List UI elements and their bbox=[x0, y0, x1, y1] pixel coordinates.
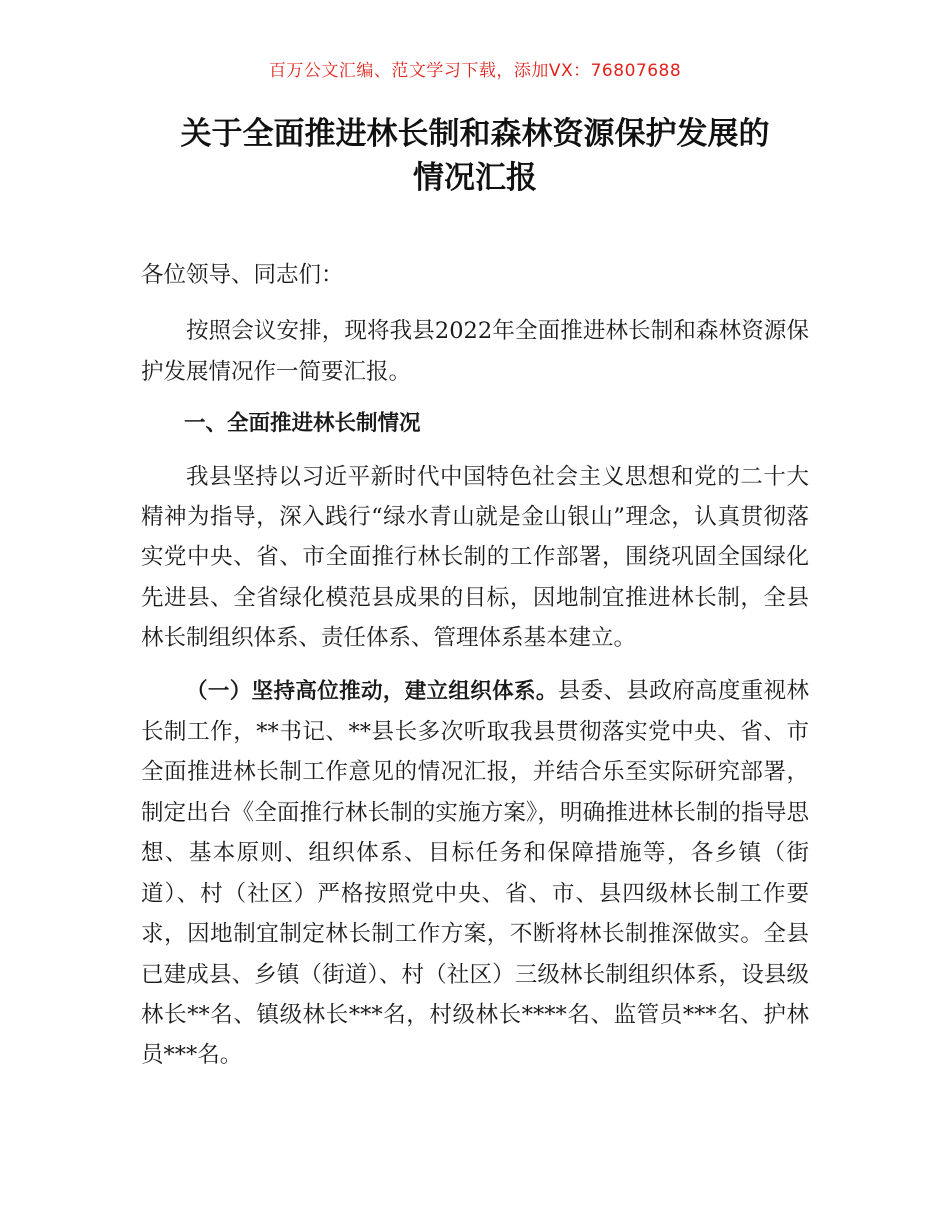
title-line-2: 情况汇报 bbox=[413, 160, 537, 196]
subsection-1-paragraph bbox=[141, 671, 809, 1076]
document-title bbox=[100, 112, 850, 200]
subsection-1-lead: （一）坚持高位推动，建立组织体系。 bbox=[186, 678, 558, 704]
section-1-paragraph: 我县坚持以习近平新时代中国特色社会主义思想和党的二十大精神为指导，深入践行“绿水青山就是金山银山”理念，认真贯彻落实党中央、省、市全面推行林长制的工作部署，围绕巩固全国绿化先进县、全省绿化模范县成果的目标，因地制宜推进林长制，全县林长制组织体系、责任体系、管理体系基本建立。 bbox=[141, 463, 809, 652]
title-line-1: 关于全面推进林长制和森林资源保护发展的 bbox=[180, 116, 770, 152]
document-body bbox=[141, 255, 809, 1076]
subsection-1-text: 县委、县政府高度重视林长制工作，**书记、**县长多次听取我县贯彻落实党中央、省、市全面推进林长制工作意见的情况汇报，并结合乐至实际研究部署，制定出台《全面推行林长制的实施方案》，明确推进林长制的指导思想、基本原则、组织体系、目标任务和保障措施等，各乡镇（街道）、村（社区）严格按照党中央、省、市、县四级林长制工作要求，因地制宜制定林长制工作方案，不断将林长制推深做实。全县已建成县、乡镇（街道）、村（社区）三级林长制组织体系，设县级林长**名、镇级林长***名，村级林长****名、监管员***名、护林员***名。 bbox=[141, 677, 809, 1069]
section-1-heading: 一、全面推进林长制情况 bbox=[184, 411, 421, 437]
watermark-text: 百万公文汇编、范文学习下载，添加VX：76807688 bbox=[268, 61, 682, 81]
intro-paragraph: 按照会议安排，现将我县2022年全面推进林长制和森林资源保护发展情况作一简要汇报。 bbox=[141, 318, 809, 385]
salutation: 各位领导、同志们： bbox=[141, 262, 344, 288]
